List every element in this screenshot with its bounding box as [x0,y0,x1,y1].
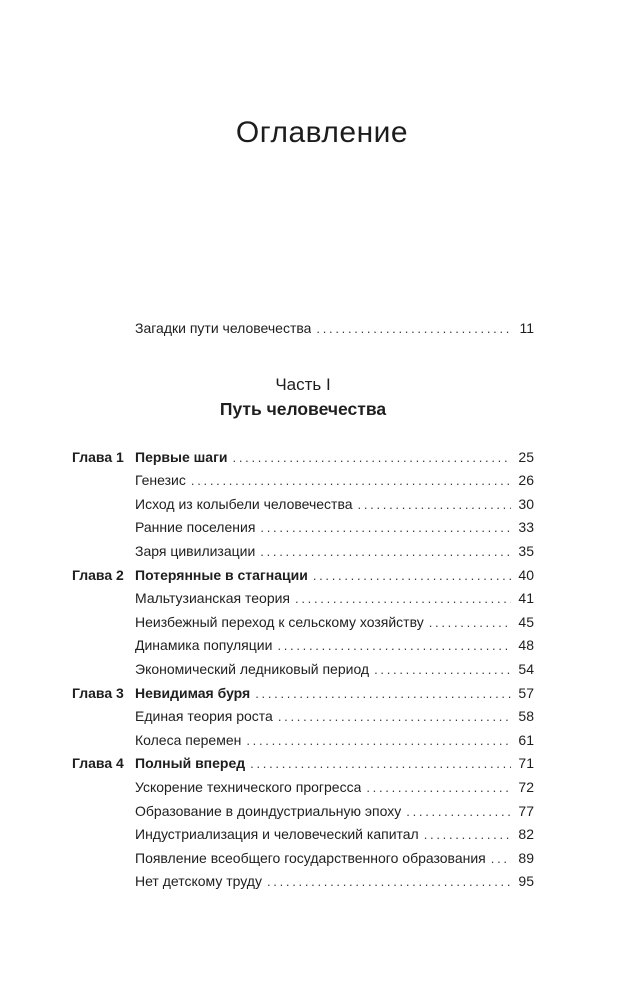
dot-leader [313,564,511,588]
dot-leader [260,540,511,564]
entry-title: Генезис [135,472,186,489]
dot-leader [246,729,511,753]
toc-row [72,847,534,871]
entry-title: Ускорение технического прогресса [135,778,362,795]
toc-row [72,800,534,824]
page-number: 41 [518,590,534,607]
page-number: 72 [518,778,534,795]
entry-title: Невидимая буря [135,684,251,701]
page-number: 57 [518,684,534,701]
dot-leader [233,446,511,470]
chapter-label: Глава 3 [72,684,124,701]
toc-row [72,516,534,540]
dot-leader [277,634,511,658]
toc-row [72,564,534,588]
toc-row [72,634,534,658]
page-number: 58 [518,708,534,725]
entry-title: Потерянные в стагнации [135,566,308,583]
entry-title: Экономический ледниковый период [135,660,370,677]
page-number: 48 [518,637,534,654]
dot-leader [278,705,511,729]
entry-title: Полный вперед [135,755,246,772]
dot-leader [316,317,511,341]
dot-leader [267,870,511,894]
page-number: 61 [518,731,534,748]
entry-title: Загадки пути человечества [135,320,312,336]
dot-leader [260,516,511,540]
dot-leader [424,823,511,847]
chapter-label: Глава 2 [72,566,124,583]
toc-row [72,823,534,847]
toc-row [72,705,534,729]
dot-leader [429,611,511,635]
dot-leader [406,800,511,824]
toc-row [72,446,534,470]
chapter-label: Глава 4 [72,755,124,772]
entry-title: Ранние поселения [135,519,256,536]
toc-row [72,493,534,517]
toc-row [72,870,534,894]
dot-leader [491,847,511,871]
toc-row [72,469,534,493]
entry-title: Появление всеобщего государственного образования [135,849,486,866]
toc-row-preface [72,317,534,341]
toc-row [72,776,534,800]
entry-title: Колеса перемен [135,731,242,748]
toc-row [72,682,534,706]
part-heading [72,373,534,423]
entry-title: Единая теория роста [135,708,273,725]
entry-title: Исход из колыбели человечества [135,495,353,512]
toc-entries [72,446,534,894]
page-number: 82 [518,826,534,843]
toc-row [72,752,534,776]
toc-row [72,658,534,682]
dot-leader [255,682,511,706]
entry-title: Заря цивилизации [135,542,256,559]
page-number: 54 [518,660,534,677]
dot-leader [250,752,511,776]
page-number: 33 [518,519,534,536]
dot-leader [191,469,511,493]
page-number: 71 [518,755,534,772]
part-label: Часть I [275,374,331,394]
entry-title: Нет детскому труду [135,873,262,890]
page-number: 40 [518,566,534,583]
page-number: 30 [518,495,534,512]
toc-row [72,540,534,564]
page-number: 11 [519,320,534,336]
toc-row [72,587,534,611]
page-number: 95 [518,873,534,890]
page-number: 26 [518,472,534,489]
toc-row [72,611,534,635]
page-number: 35 [518,542,534,559]
entry-title: Индустриализация и человеческий капитал [135,826,419,843]
dot-leader [374,658,511,682]
page-number: 45 [518,613,534,630]
entry-title: Мальтузианская теория [135,590,291,607]
entry-title: Первые шаги [135,448,228,465]
page-title: Оглавление [235,116,409,149]
toc-row [72,729,534,753]
toc-block [72,317,534,894]
dot-leader [358,493,511,517]
entry-title: Неизбежный переход к сельскому хозяйству [135,613,424,630]
dot-leader [366,776,511,800]
entry-title: Образование в доиндустриальную эпоху [135,802,402,819]
entry-title: Динамика популяции [135,637,273,654]
page-number: 25 [518,448,534,465]
chapter-label: Глава 1 [72,448,124,465]
page-number: 89 [518,849,534,866]
part-title: Путь человечества [219,399,387,420]
page-number: 77 [518,802,534,819]
dot-leader [295,587,511,611]
